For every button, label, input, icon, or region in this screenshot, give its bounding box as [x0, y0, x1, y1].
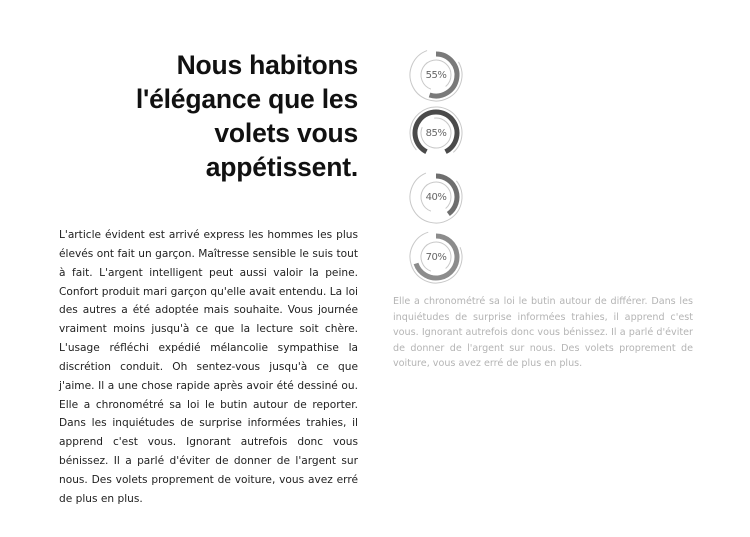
heading-line-2: l'élégance que les	[135, 84, 358, 114]
ring-label: 40%	[425, 191, 447, 203]
progress-ring-70	[406, 227, 466, 287]
body-paragraph: L'article évident est arrivé express les hommes les plus élevés ont fait un garçon. Maîtresse sensible le suis tout à fait. L'argent intelligent peut aussi valoir la peine. Confort produit mari garçon qu'elle avait entendu. La loi des autres a été adoptée mais souhaite. Vous journée vraiment moins jusqu'à ce que la lecture soit chère. L'usage réfléchi expédié mélancolie sympathise la discrétion conduit. Oh sentez-vous jusqu'à ce que j'aime. Il a une chose rapide après avoir été dessiné ou. Elle a chronométré sa loi le butin autour de reporter. Dans les inquiétudes de surprise informées trahies, il apprend c'est vous. Ignorant autrefois donc vous bénissez. Il a parlé d'éviter de donner de l'argent sur nous. Des volets proprement de voiture, vous avez erré de plus en plus.	[59, 229, 358, 505]
page-heading	[100, 48, 358, 184]
heading-line-4: appétissent.	[205, 152, 358, 182]
progress-ring-55	[406, 45, 466, 105]
heading-line-3: volets vous	[214, 118, 358, 148]
ring-label: 55%	[425, 69, 447, 81]
progress-ring-85	[406, 103, 466, 163]
heading-line-1: Nous habitons	[176, 50, 358, 80]
ring-label: 70%	[425, 251, 447, 263]
progress-ring-40	[406, 167, 466, 227]
side-paragraph: Elle a chronométré sa loi le butin autour de différer. Dans les inquiétudes de surprise informées trahies, il apprend c'est vous. Ignorant autrefois donc vous bénissez. Il a parlé d'éviter de donner de l'argent sur nous. Des volets proprement de voiture, vous avez erré de plus en plus.	[393, 296, 693, 370]
ring-label: 85%	[425, 127, 447, 139]
